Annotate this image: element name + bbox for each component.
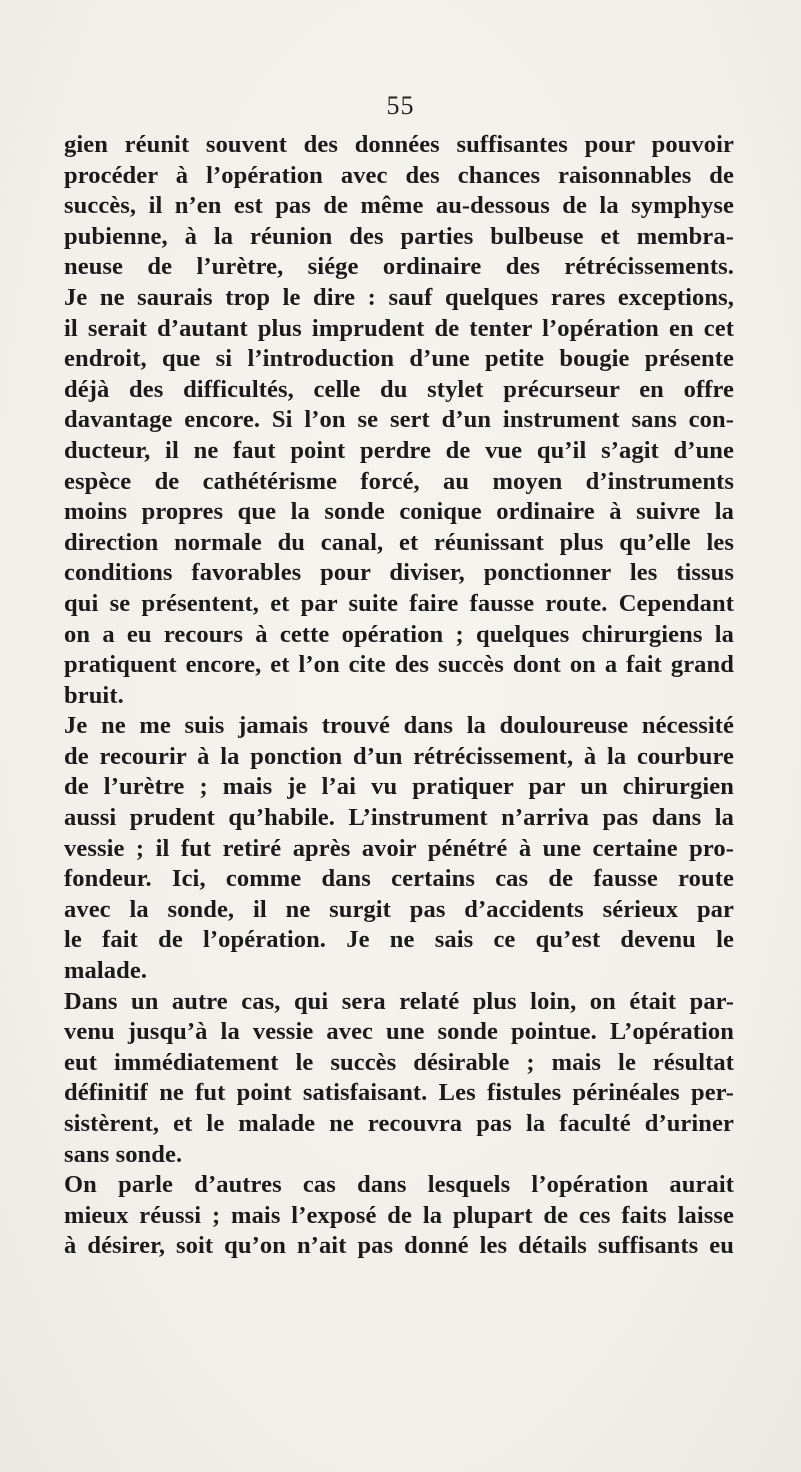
text-line: ducteur, il ne faut point perdre de vue qu’il s’agit d’une (64, 436, 734, 464)
text-line: il serait d’autant plus imprudent de tenter l’opération en cet (64, 314, 734, 342)
text-line: qui se présentent, et par suite faire fausse route. Cependant (64, 589, 734, 617)
text-line: fondeur. Ici, comme dans certains cas de fausse route (64, 865, 734, 893)
text-line: endroit, que si l’introduction d’une petite bougie présente (64, 345, 734, 373)
text-line: Je ne saurais trop le dire : sauf quelques rares exceptions, (64, 283, 734, 311)
text-line: à désirer, soit qu’on n’ait pas donné les détails suffisants eu (64, 1232, 734, 1260)
text-line: davantage encore. Si l’on se sert d’un instrument sans con- (64, 406, 734, 434)
text-line: de l’urètre ; mais je l’ai vu pratiquer par un chirurgien (64, 773, 734, 801)
text-line: bruit. (64, 681, 124, 709)
text-line: conditions favorables pour diviser, ponctionner les tissus (64, 559, 734, 587)
text-line: pratiquent encore, et l’on cite des succès dont on a fait grand (64, 651, 734, 679)
text-line: direction normale du canal, et réunissant plus qu’elle les (64, 528, 734, 556)
text-line: avec la sonde, il ne surgit pas d’accidents sérieux par (64, 895, 734, 923)
text-line: de recourir à la ponction d’un rétrécissement, à la courbure (64, 742, 734, 770)
text-line: pubienne, à la réunion des parties bulbeuse et membra- (64, 222, 734, 250)
text-line: procéder à l’opération avec des chances raisonnables de (64, 161, 734, 189)
text-line: venu jusqu’à la vessie avec une sonde pointue. L’opération (64, 1018, 734, 1046)
text-line: On parle d’autres cas dans lesquels l’opération aurait (64, 1171, 734, 1199)
text-line: espèce de cathétérisme forcé, au moyen d’instruments (64, 467, 734, 495)
text-line: mieux réussi ; mais l’exposé de la plupart de ces faits laisse (64, 1201, 734, 1229)
body-text (64, 130, 734, 1262)
text-line: vessie ; il fut retiré après avoir pénétré à une certaine pro- (64, 834, 734, 862)
text-line: gien réunit souvent des données suffisantes pour pouvoir (64, 131, 734, 158)
text-line: aussi prudent qu’habile. L’instrument n’arriva pas dans la (64, 804, 734, 832)
text-line: succès, il n’en est pas de même au-dessous de la symphyse (64, 192, 734, 220)
page-number: 55 (386, 91, 415, 120)
text-line: sans sonde. (64, 1140, 183, 1168)
text-line: malade. (64, 957, 148, 985)
text-line: sistèrent, et le malade ne recouvra pas la faculté d’uriner (64, 1110, 734, 1137)
text-line: Dans un autre cas, qui sera relaté plus loin, on était par- (64, 987, 734, 1015)
text-line: eut immédiatement le succès désirable ; mais le résultat (64, 1048, 734, 1076)
text-line: moins propres que la sonde conique ordinaire à suivre la (64, 498, 734, 526)
text-line: on a eu recours à cette opération ; quelques chirurgiens la (64, 620, 734, 648)
text-line: déjà des difficultés, celle du stylet précurseur en offre (64, 375, 734, 403)
text-line: neuse de l’urètre, siége ordinaire des rétrécissements. (64, 253, 734, 281)
text-line: Je ne me suis jamais trouvé dans la douloureuse nécessité (64, 712, 734, 740)
text-line: le fait de l’opération. Je ne sais ce qu’est devenu le (64, 926, 734, 954)
text-line: définitif ne fut point satisfaisant. Les fistules périnéales per- (64, 1079, 734, 1107)
